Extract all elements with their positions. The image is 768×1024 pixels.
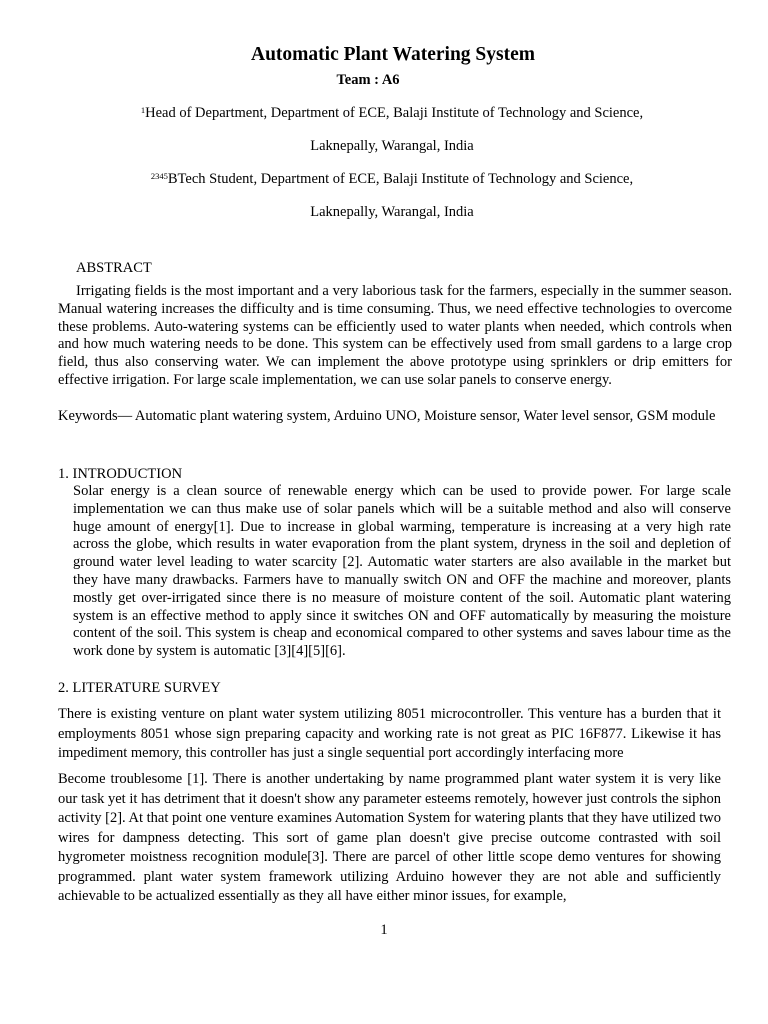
page-number: 1 bbox=[380, 922, 388, 938]
affiliation-1-line-1 bbox=[0, 104, 768, 122]
introduction-body: Solar energy is a clean source of renewable energy which can be used to provide power. For large scale implementation we can thus make use of solar panels which will be a suitable method and also will conserve huge amount of energy[1]. Due to increase in global warming, temperature is increasing at a very high rate across the globe, which results in water evaporation from the plant system, dryness in the soil and depletion of ground water level leading to water scarcity [2]. Automatic water starters are also available in the market but they have many drawbacks. Farmers have to manually switch ON and OFF the machine and moreover, plants mostly get over-irrigated since there is no measure of moisture content of the soil. Automatic plant watering system is an effective method to apply since it switches ON and OFF automatically by measuring the moisture content of the soil. This system is cheap and economical compared to other systems and saves labour time as the work done by system is automatic [3][4][5][6]. bbox=[73, 483, 731, 660]
literature-survey-paragraph-2: Become troublesome [1]. There is another undertaking by name programmed plant water system it is very like our task yet it has detriment that it doesn't show any parameter esteems remotely, however just controls the siphon activity [2]. At that point one venture examines Automation System for watering plants that they have utilized two wires for dampness detecting. This sort of game plan doesn't give precise outcome contrasted with soil hygrometer moistness recognition module[3]. There are parcel of other little scope demo ventures for showing programmed. plant water system framework utilizing Arduino however they are not able and sufficiently achievable to be actualized essentially as they all have either minor issues, for example, bbox=[58, 771, 721, 904]
affiliation-2-superscript: 2345 bbox=[150, 171, 168, 181]
affiliation-2-line-1 bbox=[0, 170, 768, 188]
affiliation-2-line-2: Laknepally, Warangal, India bbox=[310, 204, 474, 220]
paper-title: Automatic Plant Watering System bbox=[251, 44, 535, 65]
section-heading-literature-survey: 2. LITERATURE SURVEY bbox=[58, 680, 221, 696]
keywords: Keywords— Automatic plant watering system, Arduino UNO, Moisture sensor, Water level sensor, GSM module bbox=[58, 408, 716, 424]
section-heading-introduction: 1. INTRODUCTION bbox=[58, 466, 183, 482]
abstract-body: Irrigating fields is the most important and a very laborious task for the farmers, especially in the summer season. Manual watering increases the difficulty and is time consuming. Thus, we need effective technologies to overcome these problems. Auto-watering systems can be efficiently used to water plants when needed, which controls when and how much watering needs to be done. This system can be effectively used from small gardens to a large crop field, thus also conserving water. We can implement the above prototype using sprinklers or drip emitters for effective irrigation. For large scale implementation, we can use solar panels to conserve energy. bbox=[58, 283, 732, 388]
affiliation-1-superscript: 1 bbox=[140, 105, 146, 115]
team-label: Team : A6 bbox=[336, 72, 400, 88]
affiliation-2-text: BTech Student, Department of ECE, Balaji Institute of Technology and Science, bbox=[167, 171, 634, 187]
literature-survey-paragraph-1: There is existing venture on plant water system utilizing 8051 microcontroller. This venture has a burden that it employments 8051 whose sign preparing capacity and working rate is not great as PIC 16F877. Likewise it has impediment memory, this controller has just a single sequential port accordingly interfacing more bbox=[58, 706, 721, 761]
abstract-heading: ABSTRACT bbox=[76, 260, 152, 276]
affiliation-1-text: Head of Department, Department of ECE, Balaji Institute of Technology and Science, bbox=[145, 105, 644, 121]
affiliation-1-line-2: Laknepally, Warangal, India bbox=[310, 138, 474, 154]
